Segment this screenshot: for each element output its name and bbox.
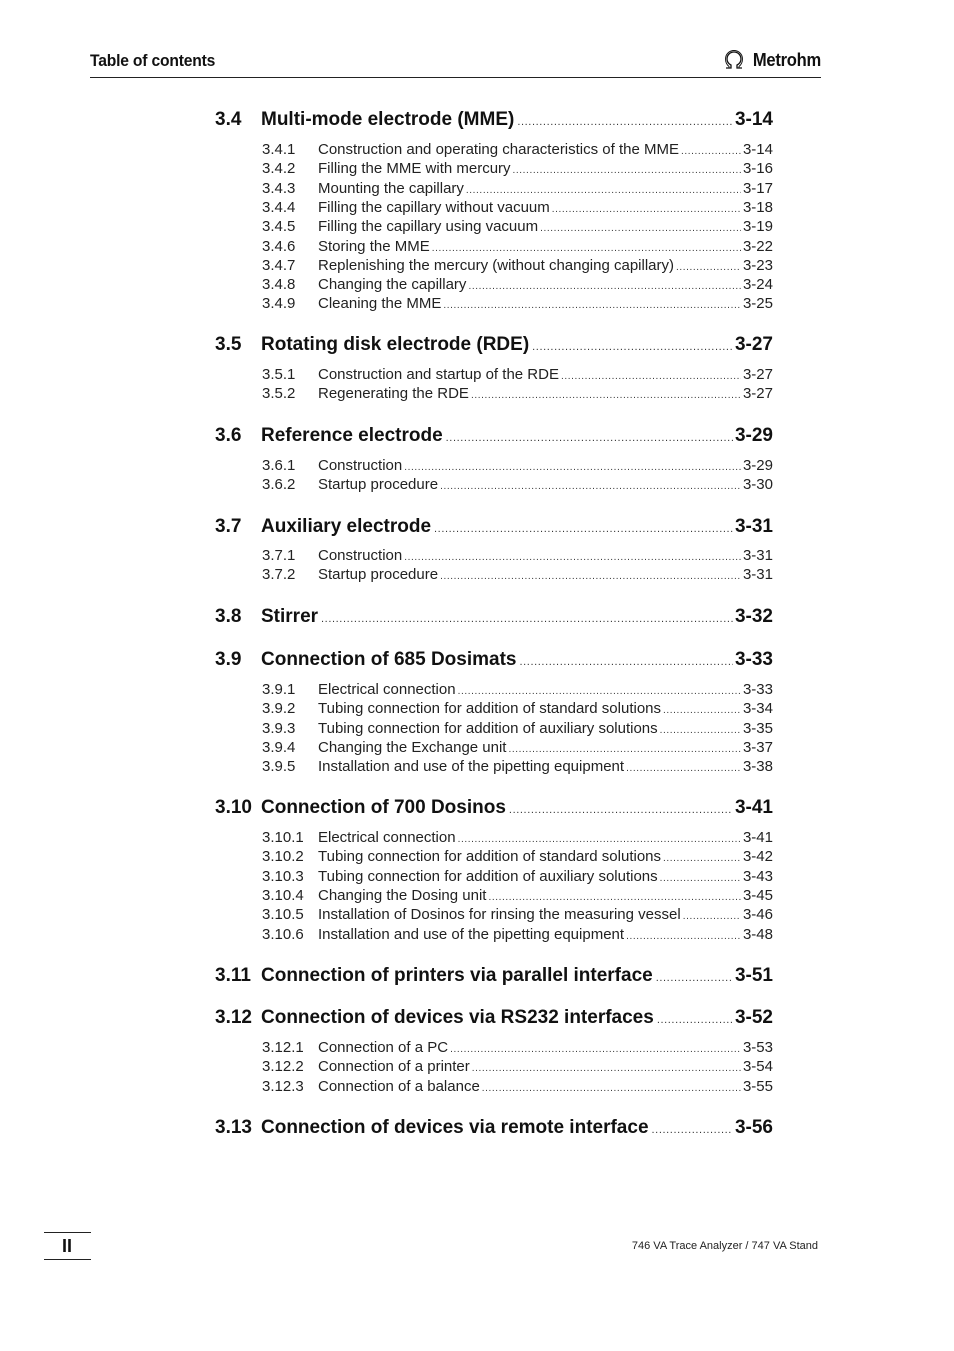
section-number: 3.9 xyxy=(215,649,242,670)
toc-subsection-entry[interactable] xyxy=(262,758,773,777)
subsection-title: Tubing connection for addition of standard solutions xyxy=(318,848,662,866)
dot-leader xyxy=(652,1124,733,1136)
subsection-page: 3-54 xyxy=(742,1058,773,1076)
toc-section-entry[interactable] xyxy=(215,649,773,673)
footer-product-name: 746 VA Trace Analyzer / 747 VA Stand xyxy=(631,1240,818,1252)
subsection-title: Construction and operating characteristics of the MME xyxy=(318,141,680,158)
subsection-title: Changing the Exchange unit xyxy=(318,738,507,756)
dot-leader xyxy=(663,853,741,864)
section-number: 3.11 xyxy=(215,965,251,986)
header-title: Table of contents xyxy=(90,51,216,70)
brand-logo xyxy=(723,49,821,71)
dot-leader xyxy=(404,552,741,563)
subsection-title: Tubing connection for addition of standard solutions xyxy=(318,700,662,718)
subsection-number: 3.4.3 xyxy=(262,179,296,197)
toc-subsection-entry[interactable] xyxy=(262,199,773,218)
toc-subsection-entry[interactable] xyxy=(262,1058,773,1077)
toc-section-entry[interactable] xyxy=(215,516,773,540)
page-number: II xyxy=(62,1236,73,1256)
subsection-title: Cleaning the MME xyxy=(318,295,442,313)
section-page: 3-31 xyxy=(734,516,773,537)
dot-leader xyxy=(321,613,733,625)
section-page: 3-32 xyxy=(734,606,773,627)
subsection-page: 3-38 xyxy=(742,758,773,776)
dot-leader xyxy=(660,873,741,884)
subsection-page: 3-14 xyxy=(742,141,773,158)
dot-leader xyxy=(440,571,741,582)
dot-leader xyxy=(657,1014,733,1026)
dot-leader xyxy=(540,223,741,234)
subsection-number: 3.9.1 xyxy=(262,681,296,698)
subsection-title: Installation of Dosinos for rinsing the measuring vessel xyxy=(318,906,681,924)
toc-section-entry[interactable] xyxy=(215,1117,773,1141)
section-number: 3.13 xyxy=(215,1117,252,1138)
toc-section-entry[interactable] xyxy=(215,965,773,989)
section-number: 3.7 xyxy=(215,516,242,537)
subsection-number: 3.6.2 xyxy=(262,476,296,494)
toc-subsection-entry[interactable] xyxy=(262,160,773,179)
dot-leader xyxy=(446,432,733,444)
subsection-number: 3.4.5 xyxy=(262,218,296,236)
subsection-number: 3.10.2 xyxy=(262,848,304,866)
toc-subsection-entry[interactable] xyxy=(262,700,773,719)
toc-section-entry[interactable] xyxy=(215,425,773,449)
subsection-page: 3-18 xyxy=(742,198,773,216)
dot-leader xyxy=(660,725,741,736)
toc-subsection-entry[interactable] xyxy=(262,868,773,887)
toc-subsection-entry[interactable] xyxy=(262,218,773,237)
subsection-page: 3-43 xyxy=(742,867,773,885)
section-title: Reference electrode xyxy=(261,425,443,446)
section-title: Connection of 685 Dosimats xyxy=(261,649,517,670)
subsection-title: Filling the capillary using vacuum xyxy=(318,218,539,236)
subsection-number: 3.12.2 xyxy=(262,1058,304,1076)
subsection-page: 3-16 xyxy=(742,160,773,178)
toc-subsection-entry[interactable] xyxy=(262,1039,773,1058)
subsection-title: Filling the capillary without vacuum xyxy=(318,198,550,216)
subsection-number: 3.10.1 xyxy=(262,829,304,846)
subsection-number: 3.4.9 xyxy=(262,295,296,313)
section-title: Stirrer xyxy=(261,606,319,627)
dot-leader xyxy=(561,371,741,382)
toc-subsection-entry[interactable] xyxy=(262,276,773,295)
toc-subsection-entry[interactable] xyxy=(262,295,773,314)
section-title: Connection of 700 Dosinos xyxy=(261,797,506,818)
dot-leader xyxy=(552,204,741,215)
dot-leader xyxy=(681,146,741,157)
subsection-number: 3.4.4 xyxy=(262,198,296,216)
subsection-number: 3.9.2 xyxy=(262,700,296,718)
subsection-page: 3-42 xyxy=(742,848,773,866)
subsection-page: 3-29 xyxy=(742,457,773,474)
toc-subsection-entry[interactable] xyxy=(262,926,773,945)
section-page: 3-56 xyxy=(734,1117,773,1138)
section-number: 3.8 xyxy=(215,606,242,627)
dot-leader xyxy=(517,116,733,128)
subsection-number: 3.10.4 xyxy=(262,886,304,904)
section-page: 3-52 xyxy=(734,1007,773,1028)
section-title: Connection of devices via RS232 interfaces xyxy=(261,1007,654,1028)
dot-leader xyxy=(520,656,733,668)
subsection-number: 3.10.3 xyxy=(262,867,304,885)
subsection-number: 3.9.5 xyxy=(262,758,296,776)
subsection-page: 3-31 xyxy=(742,566,773,584)
dot-leader xyxy=(626,931,741,942)
dot-leader xyxy=(466,185,741,196)
subsection-title: Changing the Dosing unit xyxy=(318,886,487,904)
toc-subsection-entry[interactable] xyxy=(262,566,773,585)
subsection-number: 3.4.6 xyxy=(262,237,296,255)
subsection-page: 3-41 xyxy=(742,829,773,846)
subsection-title: Tubing connection for addition of auxiliary solutions xyxy=(318,867,658,885)
section-number: 3.4 xyxy=(215,109,242,130)
dot-leader xyxy=(676,262,741,273)
subsection-page: 3-17 xyxy=(742,179,773,197)
dot-leader xyxy=(404,462,741,473)
subsection-title: Construction and startup of the RDE xyxy=(318,366,559,383)
dot-leader xyxy=(509,804,733,816)
section-title: Connection of printers via parallel interface xyxy=(261,965,653,986)
subsection-title: Installation and use of the pipetting equipment xyxy=(318,758,625,776)
toc-section-entry[interactable] xyxy=(215,606,773,630)
dot-leader xyxy=(513,165,741,176)
section-number: 3.12 xyxy=(215,1007,252,1028)
subsection-page: 3-33 xyxy=(742,681,773,698)
toc-section-entry[interactable] xyxy=(215,1007,773,1031)
toc-subsection-entry[interactable] xyxy=(262,739,773,758)
toc-subsection-entry[interactable] xyxy=(262,257,773,276)
dot-leader xyxy=(482,1083,741,1094)
subsection-number: 3.4.8 xyxy=(262,276,296,294)
section-page: 3-29 xyxy=(734,425,773,446)
toc-subsection-entry[interactable] xyxy=(262,457,773,476)
subsection-number: 3.6.1 xyxy=(262,457,296,474)
dot-leader xyxy=(471,390,741,401)
subsection-page: 3-35 xyxy=(742,719,773,737)
toc-subsection-entry[interactable] xyxy=(262,720,773,739)
brand-name: Metrohm xyxy=(753,49,821,70)
toc-subsection-entry[interactable] xyxy=(262,848,773,867)
toc-section-entry[interactable] xyxy=(215,797,773,821)
subsection-number: 3.7.2 xyxy=(262,566,296,584)
subsection-title: Connection of a printer xyxy=(318,1058,470,1076)
toc-subsection-entry[interactable] xyxy=(262,476,773,495)
subsection-page: 3-30 xyxy=(742,476,773,494)
subsection-title: Electrical connection xyxy=(318,829,456,846)
dot-leader xyxy=(443,300,741,311)
dot-leader xyxy=(656,972,733,984)
dot-leader xyxy=(508,744,740,755)
subsection-title: Construction xyxy=(318,457,403,474)
subsection-page: 3-46 xyxy=(742,906,773,924)
section-number: 3.6 xyxy=(215,425,242,446)
subsection-title: Startup procedure xyxy=(318,566,439,584)
dot-leader xyxy=(532,341,733,353)
subsection-page: 3-31 xyxy=(742,547,773,564)
section-page: 3-33 xyxy=(734,649,773,670)
dot-leader xyxy=(458,834,741,845)
subsection-number: 3.4.2 xyxy=(262,160,296,178)
subsection-number: 3.4.7 xyxy=(262,256,296,274)
section-page: 3-14 xyxy=(734,109,773,130)
toc-subsection-entry[interactable] xyxy=(262,366,773,385)
subsection-number: 3.7.1 xyxy=(262,547,296,564)
dot-leader xyxy=(434,523,733,535)
subsection-title: Changing the capillary xyxy=(318,276,467,294)
dot-leader xyxy=(683,911,741,922)
subsection-page: 3-45 xyxy=(742,886,773,904)
subsection-page: 3-37 xyxy=(742,738,773,756)
subsection-page: 3-27 xyxy=(742,385,773,403)
subsection-page: 3-53 xyxy=(742,1039,773,1056)
subsection-page: 3-48 xyxy=(742,925,773,943)
subsection-title: Regenerating the RDE xyxy=(318,385,469,403)
subsection-title: Tubing connection for addition of auxiliary solutions xyxy=(318,719,658,737)
subsection-number: 3.12.1 xyxy=(262,1039,304,1056)
subsection-number: 3.9.3 xyxy=(262,719,296,737)
subsection-title: Startup procedure xyxy=(318,476,439,494)
section-number: 3.5 xyxy=(215,334,242,355)
subsection-title: Replenishing the mercury (without changing capillary) xyxy=(318,256,675,274)
subsection-title: Electrical connection xyxy=(318,681,456,698)
toc-subsection-entry[interactable] xyxy=(262,141,773,160)
subsection-number: 3.10.5 xyxy=(262,906,304,924)
subsection-number: 3.12.3 xyxy=(262,1077,304,1095)
section-number: 3.10 xyxy=(215,797,252,818)
section-title: Rotating disk electrode (RDE) xyxy=(261,334,530,355)
toc-subsection-entry[interactable] xyxy=(262,238,773,257)
section-page: 3-51 xyxy=(734,965,773,986)
toc-section-entry[interactable] xyxy=(215,109,773,133)
section-title: Connection of devices via remote interface xyxy=(261,1117,649,1138)
subsection-title: Construction xyxy=(318,547,403,564)
subsection-page: 3-25 xyxy=(742,295,773,313)
subsection-page: 3-55 xyxy=(742,1077,773,1095)
subsection-title: Connection of a PC xyxy=(318,1039,449,1056)
toc-subsection-entry[interactable] xyxy=(262,829,773,848)
section-page: 3-41 xyxy=(734,797,773,818)
toc-subsection-entry[interactable] xyxy=(262,681,773,700)
subsection-page: 3-24 xyxy=(742,276,773,294)
dot-leader xyxy=(432,243,741,254)
metrohm-omega-logo-icon xyxy=(723,49,745,71)
subsection-page: 3-27 xyxy=(742,366,773,383)
dot-leader xyxy=(488,892,741,903)
toc-subsection-entry[interactable] xyxy=(262,180,773,199)
dot-leader xyxy=(458,686,741,697)
subsection-title: Filling the MME with mercury xyxy=(318,160,511,178)
toc-subsection-entry[interactable] xyxy=(262,887,773,906)
toc-subsection-entry[interactable] xyxy=(262,906,773,925)
subsection-number: 3.5.2 xyxy=(262,385,296,403)
footer-rule xyxy=(44,1232,91,1233)
section-page: 3-27 xyxy=(734,334,773,355)
dot-leader xyxy=(440,481,741,492)
dot-leader xyxy=(468,281,741,292)
toc-subsection-entry[interactable] xyxy=(262,385,773,404)
subsection-title: Connection of a balance xyxy=(318,1077,480,1095)
page-header xyxy=(90,48,821,78)
dot-leader xyxy=(663,705,741,716)
toc-subsection-entry[interactable] xyxy=(262,547,773,566)
subsection-page: 3-22 xyxy=(742,237,773,255)
dot-leader xyxy=(626,763,741,774)
subsection-title: Installation and use of the pipetting equipment xyxy=(318,925,625,943)
dot-leader xyxy=(450,1044,741,1055)
section-title: Multi-mode electrode (MME) xyxy=(261,109,515,130)
footer-rule xyxy=(44,1259,91,1260)
subsection-page: 3-34 xyxy=(742,700,773,718)
subsection-page: 3-23 xyxy=(742,256,773,274)
section-title: Auxiliary electrode xyxy=(261,516,432,537)
subsection-number: 3.5.1 xyxy=(262,366,296,383)
subsection-number: 3.4.1 xyxy=(262,141,296,158)
subsection-number: 3.9.4 xyxy=(262,738,296,756)
subsection-number: 3.10.6 xyxy=(262,925,304,943)
subsection-title: Mounting the capillary xyxy=(318,179,464,197)
toc-section-entry[interactable] xyxy=(215,334,773,358)
subsection-title: Storing the MME xyxy=(318,237,430,255)
toc-subsection-entry[interactable] xyxy=(262,1078,773,1097)
dot-leader xyxy=(472,1063,741,1074)
subsection-page: 3-19 xyxy=(742,218,773,236)
